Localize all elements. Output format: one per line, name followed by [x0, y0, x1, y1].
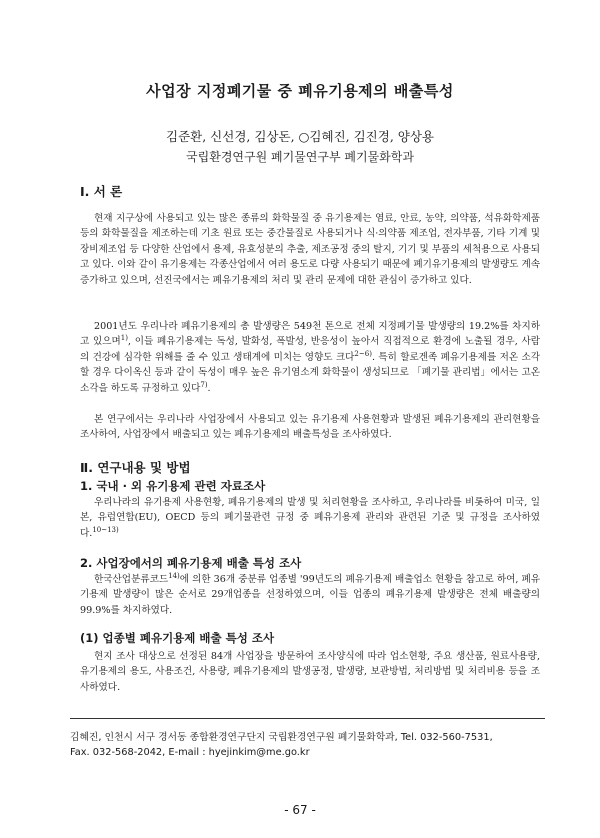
- subsection-heading-2-1: (1) 업종별 폐유기용제 배출 특성 조사: [80, 631, 275, 645]
- section-heading-methods: Ⅱ. 연구내용 및 방법: [80, 460, 191, 475]
- subsection-heading-2: 2. 사업장에서의 폐유기용제 배출 특성 조사: [80, 556, 302, 570]
- footnote-line-2: Fax. 032-568-2042, E-mail : hyejinkim@me.go.kr: [70, 747, 310, 758]
- paper-title: 사업장 지정폐기물 중 폐유기용제의 배출특성: [146, 82, 454, 100]
- intro-paragraph-1: 현재 지구상에 사용되고 있는 많은 종류의 화학물질 중 유기용제는 염료, 안료, 농약, 의약품, 석유화학제품 등의 화학물질을 제조하는데 기초 원료 또는 중간물질로 사용되거나 식·의약품 제조업, 전자부품, 기타 기계 및 장비제조업 등 다양한 산업에서 용제, 유효성분의 추출, 제조공정 중의 탈지, 기기 및 부품의 세척용으로 사용되고 있다. 이와 같이 유기용제는 각종산업에서 여러 용도로 다량 사용되기 때문에 폐기유기용제의 발생량도 계속 증가하고 있으며, 선진국에서는 폐유기용제의 처리 및 관리 문제에 대한 관심이 증가하고 있다.: [80, 213, 540, 286]
- citation: 14): [168, 571, 180, 580]
- citation: 10~13): [92, 525, 119, 534]
- author-list: 김준환, 신선경, 김상돈, ○김혜진, 김진경, 양상용: [166, 129, 434, 144]
- footnote-divider: [70, 718, 545, 719]
- citation: 1): [120, 334, 128, 343]
- subsection-2-text: 한국산업분류코드$^{14)}$에 의한 36개 중분류 업종별 '99년도의 폐유기용제 배출업소 현황을 참고로 하여, 폐유기용제 발생량이 많은 순서로 29개업종을 선정하였으며, 이들 업종의 폐유기용제 발생량은 전체 배출량의 99.9%를 차지하였다.: [80, 571, 540, 616]
- affiliation: 국립환경연구원 폐기물연구부 폐기물화학과: [186, 150, 414, 164]
- intro-paragraph-2: 2001년도 우리나라 폐유기용제의 총 발생량은 549천 톤으로 전체 지정폐기물 발생량의 19.2%를 차지하고 있으며$^{1)}$, 이들 폐유기용제는 독성, 발화성, 폭발성, 반응성이 높아서 직접적으로 환경에 노출될 경우, 사람의 건강에 심각한 위해를 줄 수 있고 생태계에 미치는 영향도 크다$^{2\sim 6)}$. 특히 할로겐족 폐유기용제를 저온 소각할 경우 다이옥신 등과 같이 독성이 매우 높은 유기염소계 화학물이 생성되므로 「폐기물 관리법」에서는 고온 소각을 하도록 규정하고 있다$^{7)}$.: [80, 321, 540, 394]
- page-number: - 67 -: [284, 803, 316, 817]
- subsection-2-1-text: 현지 조사 대상으로 선정된 84개 사업장을 방문하여 조사양식에 따라 업소현황, 주요 생산품, 원료사용량, 유기용제의 용도, 사용조건, 사용량, 폐유기용제의 발생공정, 발생량, 보관방법, 처리방법 및 처리비용 등을 조사하였다.: [80, 651, 540, 693]
- subsection-heading-1: 1. 국내 · 외 유기용제 관련 자료조사: [80, 479, 266, 493]
- subsection-1-text: 우리나라의 유기용제 사용현황, 폐유기용제의 발생 및 처리현황을 조사하고, 우리나라를 비롯하여 미국, 일본, 유럽연합(EU), OECD 등의 폐기물관련 규정 중 폐유기용제 관리와 관련된 기준 및 규정을 조사하였다.$^{10\sim 13)}$: [80, 497, 540, 539]
- citation: 7): [200, 380, 208, 389]
- footnote-line-1: 김혜진, 인천시 서구 경서동 종합환경연구단지 국립환경연구원 폐기물화학과, Tel. 032-560-7531,: [70, 732, 493, 743]
- section-heading-introduction: Ⅰ. 서 론: [80, 184, 123, 199]
- citation: 2~6): [354, 349, 372, 358]
- intro-paragraph-3: 본 연구에서는 우리나라 사업장에서 사용되고 있는 유기용제 사용현황과 발생된 폐유기용제의 관리현황을 조사하여, 사업장에서 배출되고 있는 폐유기용제의 배출특성을 조사하였다.: [80, 414, 540, 441]
